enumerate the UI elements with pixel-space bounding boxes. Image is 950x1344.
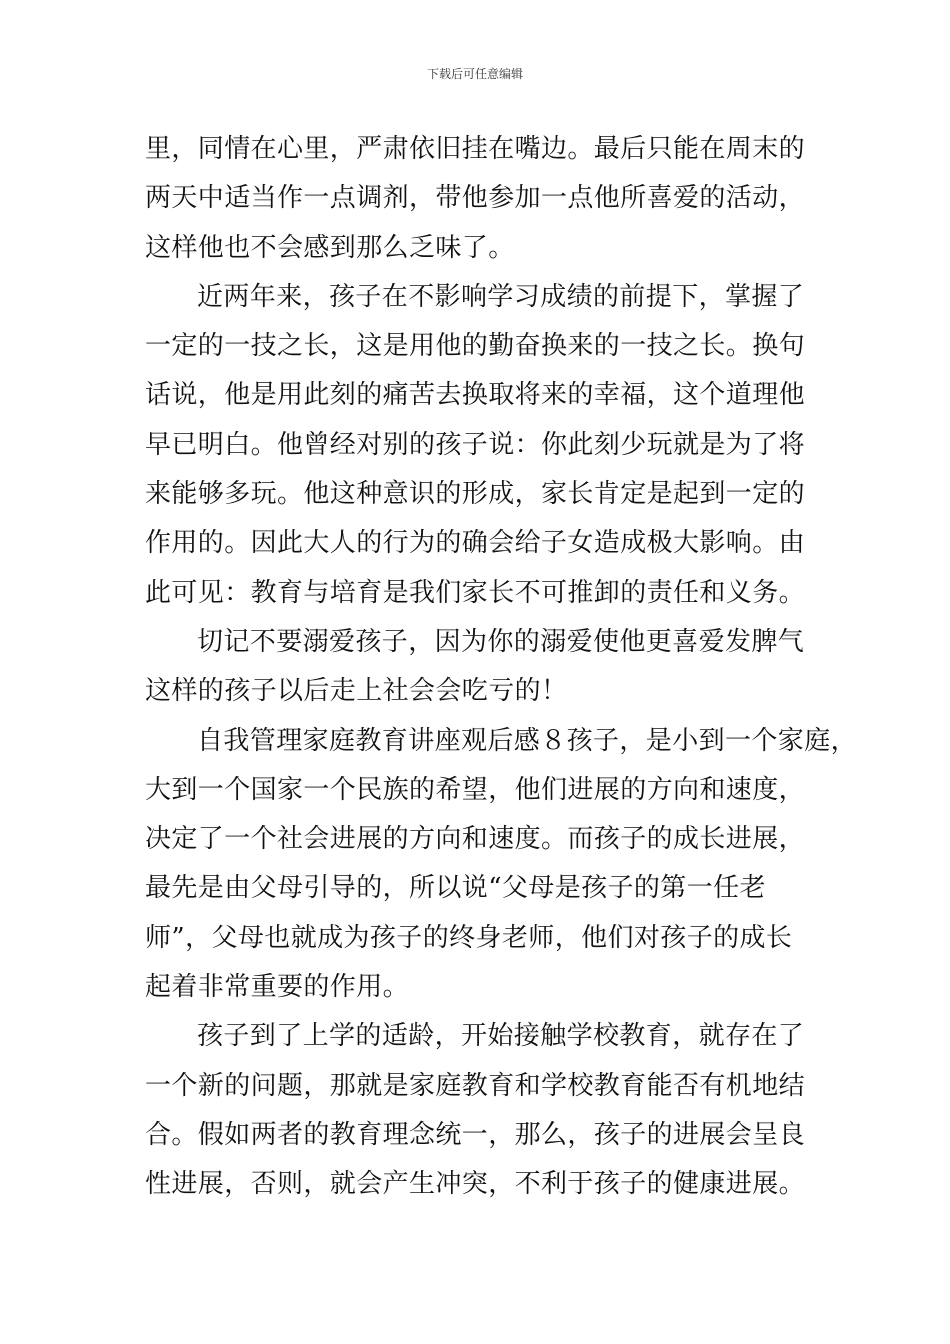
document-body [145,125,858,1210]
page-header-note: 下载后可任意编辑 [426,67,523,81]
text-line: 师”，父母也就成为孩子的终身老师，他们对孩子的成长 [145,922,793,953]
text-line: 此可见：教育与培育是我们家长不可推卸的责任和义务。 [145,577,806,608]
text-line: 大到一个国家一个民族的希望，他们进展的方向和速度， [145,774,806,805]
text-line: 合。假如两者的教育理念统一，那么，孩子的进展会呈良 [145,1119,806,1150]
text-line: 里，同情在心里，严肃依旧挂在嘴边。最后只能在周末的 [145,134,806,164]
text-line: 起着非常重要的作用。 [145,972,410,1003]
text-line: 作用的。因此大人的行为的确会给子女造成极大影响。由 [145,528,806,559]
paragraph-first-line: 近两年来，孩子在不影响学习成绩的前提下，掌握了 [197,281,805,312]
text-line: 最先是由父母引导的，所以说“父母是孩子的第一任老 [145,873,766,904]
text-line: 一定的一技之长，这是用他的勤奋换来的一技之长。换句 [145,331,806,362]
text-line: 一个新的问题，那就是家庭教育和学校教育能否有机地结 [145,1070,806,1101]
text-line: 两天中适当作一点调剂，带他参加一点他所喜爱的活动， [145,183,806,214]
text-line: 早已明白。他曾经对别的孩子说：你此刻少玩就是为了将 [145,429,806,460]
paragraph-first-line: 孩子到了上学的适龄，开始接触学校教育，就存在了 [197,1021,805,1052]
text-line: 话说，他是用此刻的痛苦去换取将来的幸福，这个道理他 [145,380,806,411]
text-line: 这样的孩子以后走上社会会吃亏的！ [145,676,568,707]
paragraph-first-line: 切记不要溺爱孩子，因为你的溺爱使他更喜爱发脾气 [197,626,805,657]
text-line: 这样他也不会感到那么乏味了。 [145,232,515,263]
paragraph-first-line: 自我管理家庭教育讲座观后感８孩子，是小到一个家庭， [197,725,858,756]
text-line: 来能够多玩。他这种意识的形成，家长肯定是起到一定的 [145,479,806,510]
text-line: 决定了一个社会进展的方向和速度。而孩子的成长进展， [145,824,806,855]
text-line: 性进展，否则，就会产生冲突，不利于孩子的健康进展。 [145,1169,806,1200]
